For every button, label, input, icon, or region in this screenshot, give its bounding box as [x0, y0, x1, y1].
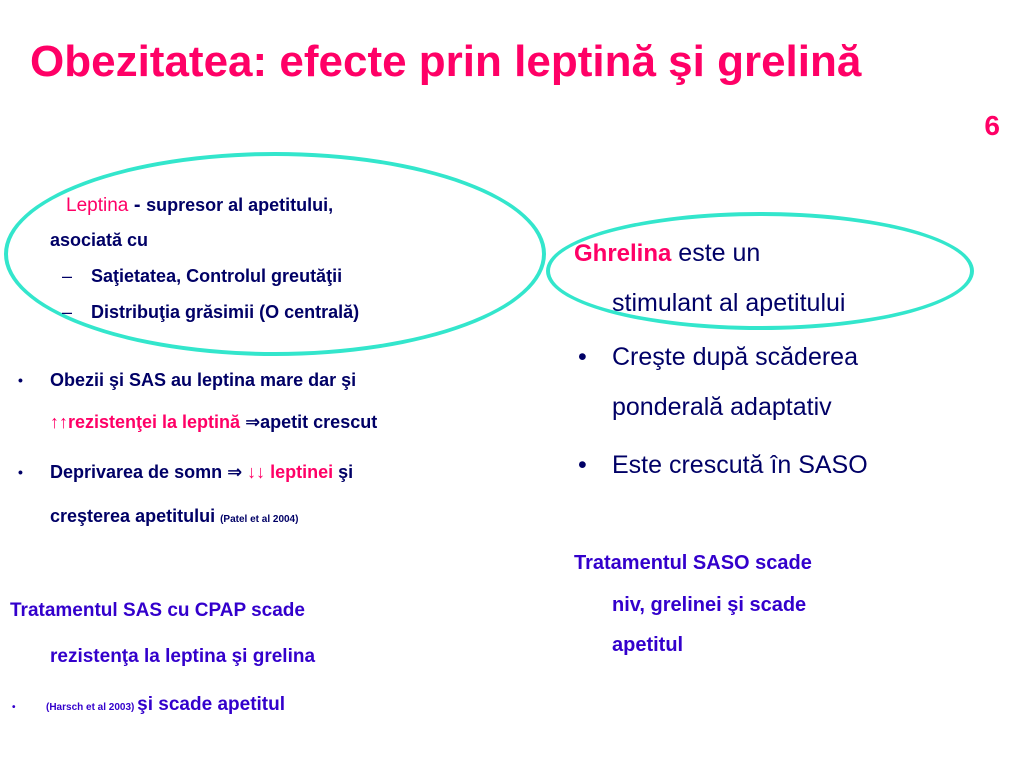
bullet-obezii-line1: Obezii şi SAS au leptina mare dar şi	[50, 370, 357, 390]
ghrelin-line2: stimulant al apetitului	[612, 289, 846, 317]
sleep-deprivation: Deprivarea de somn ⇒	[50, 462, 248, 482]
leptin-decrease: ↓↓ leptinei	[247, 462, 334, 482]
ghrelin-rest: este un	[671, 239, 761, 267]
dash-mark: –	[62, 266, 73, 286]
bullet-sleep-line1	[50, 462, 353, 484]
leptin-desc: supresor al apetitului,	[146, 195, 334, 215]
bullet-obezii-line2	[50, 412, 377, 434]
cpap-treatment-line3	[46, 694, 285, 716]
appetite-growth: creşterea apetitului	[50, 506, 221, 526]
bullet-sleep-line2	[50, 506, 298, 528]
leptin-term: Leptina	[66, 195, 129, 216]
bullet-mark: •	[18, 372, 23, 388]
ghrelin-bullet2-line1: Este crescută în SASO	[612, 451, 868, 479]
slide-number: 6	[984, 110, 1000, 141]
bullet-mark: •	[578, 451, 587, 479]
saso-treatment-line3: apetitul	[612, 634, 684, 656]
saso-treatment-line2: niv, grelinei şi scade	[612, 594, 807, 616]
subitem-text: Distribuţia grăsimii (O centrală)	[91, 302, 360, 322]
bullet-mark: •	[18, 464, 23, 480]
ghrelin-term: Ghrelina	[574, 240, 672, 267]
appetite-increased: apetit crescut	[260, 412, 378, 432]
subitem-text: Saţietatea, Controlul greutăţii	[91, 266, 343, 286]
leptin-desc-line2: asociată cu	[50, 230, 149, 250]
ghrelin-bullet1-line2: ponderală adaptativ	[612, 393, 832, 421]
cpap-treatment-line1: Tratamentul SAS cu CPAP scade	[10, 600, 305, 621]
leptin-heading	[66, 194, 333, 217]
citation-harsch: (Harsch et al 2003)	[46, 702, 138, 713]
leptin-dash: -	[128, 194, 147, 216]
bullet-mark: •	[12, 702, 16, 713]
implies-arrow: ⇒	[240, 412, 261, 432]
saso-treatment-line1: Tratamentul SASO scade	[574, 552, 812, 574]
appetite-decrease: şi scade apetitul	[137, 694, 286, 715]
citation-patel: (Patel et al 2004)	[220, 514, 299, 525]
slide-title: Obezitatea: efecte prin leptină şi grelină	[30, 37, 862, 86]
and-text: şi	[333, 462, 354, 482]
ghrelin-bullet1-line1: Creşte după scăderea	[612, 343, 858, 371]
left-highlight-ellipse	[4, 152, 546, 356]
ghrelin-heading	[574, 238, 760, 269]
leptin-subitem	[62, 302, 359, 324]
leptin-subitem	[62, 266, 342, 288]
leptin-resistance: ↑↑rezistenţei la leptină	[50, 412, 241, 432]
cpap-treatment-line2: rezistenţa la leptina şi grelina	[50, 646, 316, 667]
dash-mark: –	[62, 302, 73, 322]
bullet-mark: •	[578, 343, 587, 371]
